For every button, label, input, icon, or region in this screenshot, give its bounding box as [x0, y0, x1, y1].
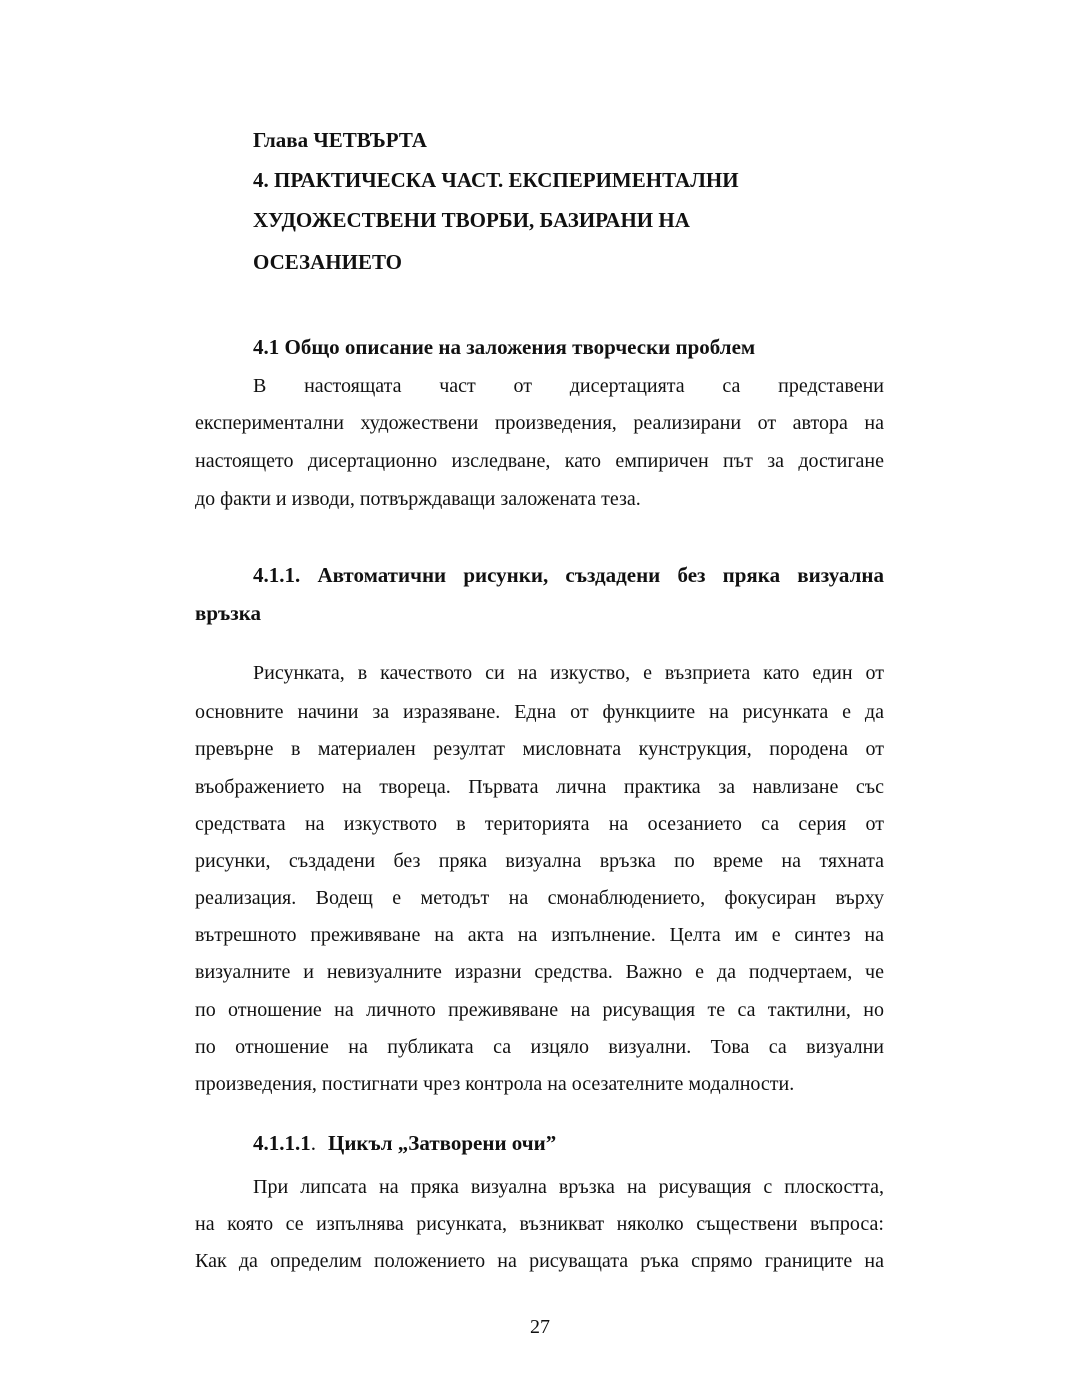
section-4-1-1-line-6: рисунки, създадени без пряка визуална връзка по време на тяхната [195, 850, 884, 872]
section-4-1-1-line-12: произведения, постигнати чрез контрола на осезателните модалности. [195, 1073, 795, 1095]
section-4-1-1-line-10: по отношение на личното преживяване на рисуващия те са тактилни, но [195, 999, 884, 1021]
section-4-1-1-line-7: реализация. Водещ е методът на смонаблюдението, фокусиран върху [195, 887, 884, 909]
section-4-1-1-line-1: Рисунката, в качеството си на изкуство, е възприета като един от [253, 662, 884, 684]
section-4-1-1-line-9: визуалните и невизуалните изразни средства. Важно е да подчертаем, че [195, 961, 884, 983]
section-4-1-1-line-5: средствата на изкуството в територията на осезанието са серия от [195, 813, 884, 835]
section-4-1-1-1-title: Цикъл „Затворени очи” [328, 1131, 557, 1155]
chapter-title-line-1: 4. ПРАКТИЧЕСКА ЧАСТ. ЕКСПЕРИМЕНТАЛНИ [253, 168, 739, 192]
section-4-1-line-1: В настоящата част от дисертацията са представени [253, 375, 884, 397]
page-number: 27 [530, 1316, 550, 1338]
section-4-1-1-1-separator: . [310, 1131, 316, 1155]
section-4-1-1-line-2: основните начини за изразяване. Една от функциите на рисунката е да [195, 701, 884, 723]
chapter-title-line-3: ОСЕЗАНИЕТО [253, 250, 403, 274]
section-4-1-1-1-line-2: на която се изпълнява рисунката, възникват няколко съществени въпроса: [195, 1213, 884, 1235]
section-4-1-heading: 4.1 Общо описание на заложения творчески проблем [253, 335, 756, 359]
section-4-1-1-line-4: въображението на твореца. Първата лична практика за навлизане със [195, 776, 884, 798]
section-4-1-1-1-heading [253, 1130, 556, 1156]
section-4-1-1-line-8: вътрешното преживяване на акта на изпълнение. Целта им е синтез на [195, 924, 884, 946]
chapter-title-line-2: ХУДОЖЕСТВЕНИ ТВОРБИ, БАЗИРАНИ НА [253, 208, 690, 232]
section-4-1-1-heading-line-2: връзка [195, 601, 261, 625]
section-4-1-1-1-line-1: При липсата на пряка визуална връзка на рисуващия с плоскостта, [253, 1176, 884, 1198]
section-4-1-line-2: експериментални художествени произведения, реализирани от автора на [195, 412, 884, 434]
section-4-1-1-1-number: 4.1.1.1 [253, 1131, 311, 1155]
section-4-1-1-line-11: по отношение на публиката са изцяло визуални. Това са визуални [195, 1036, 884, 1058]
section-4-1-1-1-line-3: Как да определим положението на рисуващата ръка спрямо границите на [195, 1250, 884, 1272]
section-4-1-line-3: настоящето дисертационно изследване, като емпиричен път за достигане [195, 450, 884, 472]
section-4-1-line-4: до факти и изводи, потвърждаващи заложената теза. [195, 488, 641, 510]
chapter-label: Глава ЧЕТВЪРТА [253, 128, 427, 152]
section-4-1-1-heading-line-1: 4.1.1. Автоматични рисунки, създадени без пряка визуална [253, 563, 884, 587]
section-4-1-1-line-3: превърне в материален резултат мисловната кунструкция, породена от [195, 738, 884, 760]
